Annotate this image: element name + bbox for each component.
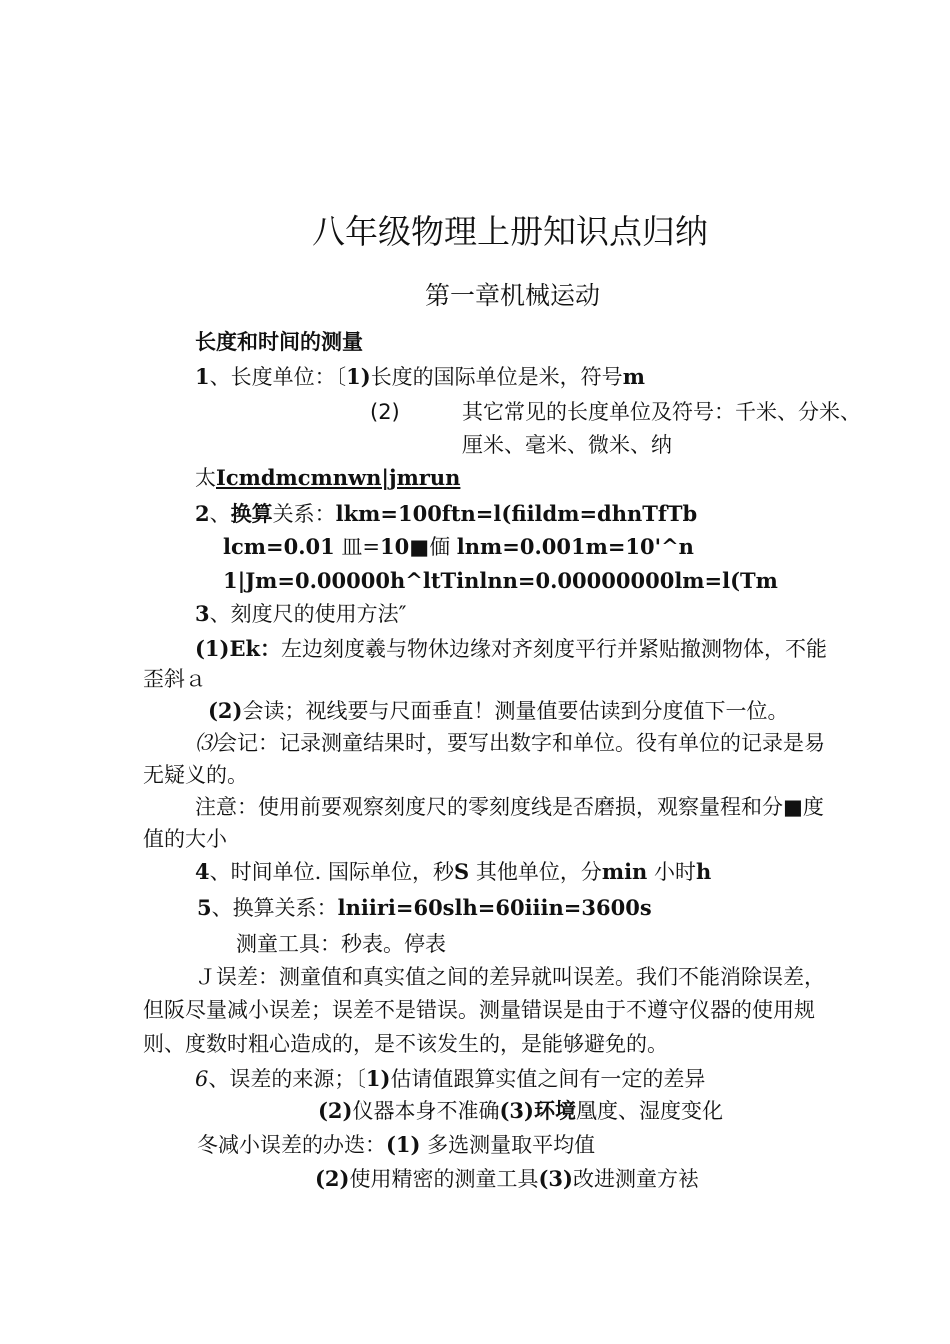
paragraph-line [195, 600, 406, 628]
item-number: 2 [195, 501, 210, 526]
text-run: Icmdmcmnwn|jmrun [216, 465, 461, 490]
paragraph-line [315, 1165, 699, 1193]
paragraph-line [197, 1131, 595, 1159]
text-run: 、刻度尺的使用方法″ [209, 602, 407, 626]
text-run: ⑶ [195, 731, 216, 755]
paragraph-line [195, 363, 645, 391]
text-run: (3) [538, 1166, 573, 1191]
text-run: 、误差的来源；〔 [208, 1067, 366, 1091]
paragraph-line: 1|Jm=0.00000h^ltTinlnn=0.00000000lm=l(Tm [223, 568, 778, 593]
text-run: lkm=100ftn=l(fiildm=dhnTfTb [335, 501, 698, 526]
text-run: 1) [346, 364, 371, 389]
paragraph-line [195, 729, 825, 757]
text-run: 、长度单位：〔 [209, 365, 347, 389]
chapter-heading: 第一章机械运动 [425, 281, 601, 310]
text-run: 换算 [230, 501, 273, 526]
paragraph-line [197, 894, 652, 922]
item-number: (2) [370, 400, 400, 424]
text-run: 环境 [533, 1098, 576, 1123]
paragraph-line: 厘米、毫米、微米、纳 [462, 433, 672, 457]
text-run: 1) [365, 1066, 391, 1091]
text-run: 会记：记录测童结果时，要写出数字和单位。役有单位的记录是易 [216, 731, 825, 755]
paragraph-line: 测童工具：秒表。停表 [236, 932, 446, 956]
text-run: 其他单位，分 [475, 860, 602, 884]
text-run: 、时间单位. 国际单位，秒 [209, 860, 454, 884]
paragraph-line: 歪斜ａ [143, 667, 206, 691]
text-run: (2) [318, 1098, 353, 1123]
item-number: 4 [195, 859, 210, 884]
paragraph-line [208, 697, 788, 725]
text-run: (2) [208, 698, 243, 723]
text-run: 小时 [654, 860, 696, 884]
text-run: 多选测量取平均值 [427, 1133, 596, 1157]
text-run: lcm=0.01 [223, 534, 335, 559]
text-run: 估请值跟算实值之间有一定的差异 [390, 1067, 706, 1091]
paragraph-line [223, 533, 694, 561]
paragraph-line: 无疑义的。 [143, 763, 248, 787]
paragraph-line [195, 858, 711, 886]
text-run: 会读；视线要与尺面垂直！测量值要估读到分度值下一位。 [242, 699, 789, 723]
item-number: 6 [195, 1067, 209, 1091]
text-run: 使用精密的测童工具 [349, 1167, 539, 1191]
paragraph-line [195, 464, 460, 492]
paragraph-line [318, 1097, 723, 1125]
paragraph-line: 则、度数时粗心造成的，是不该发生的，是能够避免的。 [143, 1032, 668, 1056]
text-run: S [453, 859, 470, 884]
text-run: (2) [315, 1166, 350, 1191]
paragraph-line [195, 500, 697, 528]
item-number: 1 [195, 364, 210, 389]
text-run: 、换算关系： [211, 896, 338, 920]
text-run: 、 [209, 502, 231, 526]
text-run: 长度的国际单位是米，符号 [370, 365, 623, 389]
paragraph-line [195, 635, 827, 663]
text-run: 10■ [380, 534, 430, 559]
paragraph-line: 值的大小 [143, 827, 227, 851]
item-number: 5 [197, 895, 212, 920]
text-run: 太 [195, 466, 216, 490]
text-run: h [696, 859, 712, 884]
page-title: 八年级物理上册知识点归纳 [312, 212, 708, 251]
text-run: 仪器本身不准确 [352, 1099, 500, 1123]
paragraph-line: Ｊ误差：测童值和真实值之间的差异就叫误差。我们不能消除误差， [195, 965, 825, 989]
paragraph-line: 其它常见的长度单位及符号：千米、分米、 [462, 400, 861, 424]
text-run: 改进测童方袪 [572, 1167, 699, 1191]
paragraph-line: 但阪尽量减小误差；误差不是错误。测量错误是由于不遵守仪器的使用规 [143, 998, 815, 1022]
text-run: 冬减小误差的办迭： [197, 1133, 386, 1157]
text-run: 偭 [429, 535, 451, 559]
paragraph-line [195, 1065, 705, 1093]
text-run: 凰度、湿度变化 [575, 1099, 723, 1123]
text-run: min [601, 859, 648, 884]
text-run: lniiri=60slh=60iiin=3600s [337, 895, 652, 920]
text-run: 关系： [272, 502, 336, 526]
text-run: 左边刻度羲与物休边缘对齐刻度平行并紧贴撤测物体，不能 [281, 637, 828, 661]
text-run: m [622, 364, 645, 389]
text-run: (1)Ek： [195, 636, 282, 661]
paragraph-line: 注意：使用前要观察刻度尺的零刻度线是否磨损，观察量程和分■度 [195, 795, 824, 819]
text-run: lnm=0.001m=10'^n [456, 534, 694, 559]
text-run: (3) [499, 1098, 534, 1123]
text-run: (1) [386, 1132, 421, 1157]
item-number: 3 [195, 601, 210, 626]
section-heading: 长度和时间的测量 [195, 329, 363, 354]
text-run: 皿= [341, 535, 381, 559]
